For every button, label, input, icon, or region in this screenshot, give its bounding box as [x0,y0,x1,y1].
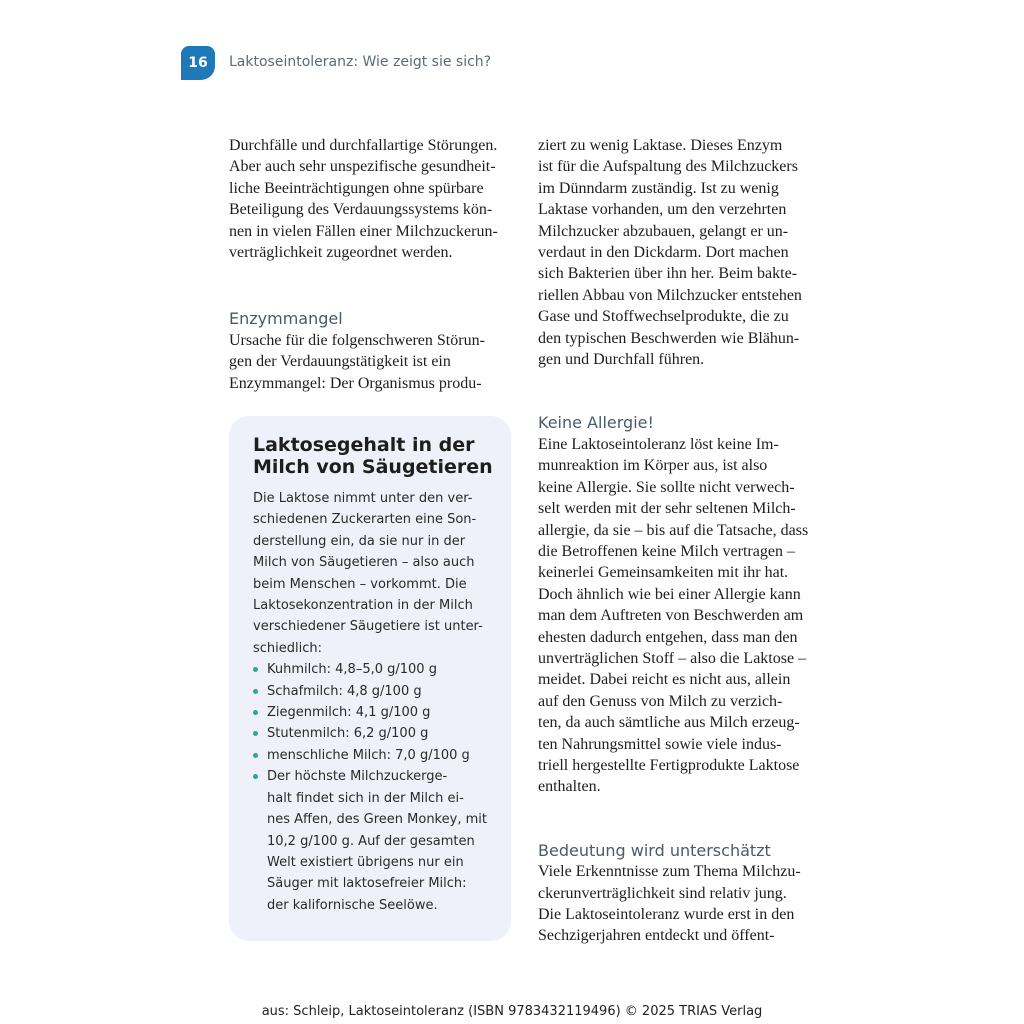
text-line: ten, da auch sämtliche aus Milch erzeug- [538,714,800,732]
bullet-text: Ziegenmilch: 4,1 g/100 g [267,705,431,721]
bullet-continuation: Säuger mit laktosefreier Milch: [267,876,467,892]
text-line: Gase und Stoffwechselprodukte, die zu [538,308,789,326]
info-text-line: beim Menschen – vorkommt. Die [253,576,467,592]
info-text-line: schiedlich: [253,640,323,656]
importance-paragraph [538,861,823,947]
text-line: Die Laktoseintoleranz wurde erst in den [538,906,795,923]
bullet-item [253,766,503,787]
bullet-dot-icon [253,667,258,672]
text-line: liche Beeinträchtigungen ohne spürbare [229,179,484,197]
text-line: ten Nahrungsmittel sowie viele indus- [538,735,782,753]
info-text-line: verschiedener Säugetiere ist unter- [253,619,483,635]
text-line: nen in vielen Fällen einer Milchzuckerun- [229,222,498,240]
text-line: Aber auch sehr unspezifische gesundheit- [229,158,496,176]
text-line: keine Allergie. Sie sollte nicht verwech- [538,478,795,496]
section-heading-enzymmangel: Enzymmangel [229,309,343,329]
bullet-dot-icon [253,710,258,715]
bullet-text: Schafmilch: 4,8 g/100 g [267,683,422,699]
info-box-title [253,434,493,478]
text-line: Eine Laktoseintoleranz löst keine Im- [538,435,779,453]
text-line: ist für die Aufspaltung des Milchzuckers [538,158,798,176]
text-line: Sechzigerjahren entdeckt und öffent- [538,927,775,945]
info-text-line: schiedenen Zuckerarten eine Son- [253,512,477,528]
bullet-dot-icon [253,689,258,694]
info-text-line: derstellung ein, da sie nur in der [253,533,466,549]
text-line: sich Bakterien über ihn her. Beim bakte- [538,265,798,283]
text-line: unverträglichen Stoff – also die Laktose – [538,649,807,667]
text-line: verträglichkeit zugeordnet werden. [229,244,453,262]
info-box [229,416,511,941]
bullet-item [253,723,503,744]
text-line: munreaktion im Körper aus, ist also [538,457,768,475]
info-text-line: Laktosekonzentration in der Milch [253,598,473,614]
text-line: Viele Erkenntnisse zum Thema Milchzu- [538,863,801,881]
text-line: triell hergestellte Fertigprodukte Laktose [538,756,800,774]
text-line: riellen Abbau von Milchzucker entstehen [538,286,802,304]
text-line: Enzymmangel: Der Organismus produ- [229,374,482,392]
running-title: Laktoseintoleranz: Wie zeigt sie sich? [229,54,492,70]
bullet-continuation: Welt existiert übrigens nur ein [267,854,464,870]
text-line: Beteiligung des Verdauungssystems kön- [229,201,493,219]
bullet-text: menschliche Milch: 7,0 g/100 g [267,747,470,763]
text-line: im Dünndarm zuständig. Ist zu wenig [538,179,779,197]
bullet-dot-icon [253,774,258,779]
section-heading-keine-allergie: Keine Allergie! [538,413,654,433]
text-line: ckerunverträglichkeit sind relativ jung. [538,884,787,902]
info-box-body [253,488,503,916]
intro-paragraph [229,135,514,263]
bullet-continuation: 10,2 g/100 g. Auf der gesamten [267,833,475,849]
text-line: Laktase vorhanden, um den verzehrten [538,201,787,219]
text-line: den typischen Beschwerden wie Blähun- [538,329,800,347]
bullet-dot-icon [253,753,258,758]
bullet-item [253,745,503,766]
info-box-title-line: Laktosegehalt in der [253,434,475,456]
bullet-continuation: der kalifornische Seelöwe. [267,897,438,913]
source-footer: aus: Schleip, Laktoseintoleranz (ISBN 9783432119496) © 2025 TRIAS Verlag [261,1004,763,1019]
text-line: selt werden mit der sehr seltenen Milch- [538,500,796,518]
text-line: Milchzucker abzubauen, gelangt er un- [538,222,789,240]
text-line: man dem Auftreten von Beschwerden am [538,607,804,625]
page-number-badge: 16 [181,46,215,80]
text-line: gen der Verdauungstätigkeit ist ein [229,353,451,371]
info-text-line: Die Laktose nimmt unter den ver- [253,491,473,506]
bullet-continuation: halt findet sich in der Milch ei- [267,790,464,806]
text-line: Durchfälle und durchfallartige Störungen. [229,137,498,154]
text-line: verdaut in den Dickdarm. Dort machen [538,244,789,262]
enzymmangel-paragraph [229,330,514,394]
text-line: keinerlei Gemeinsamkeiten mit ihr hat. [538,564,789,582]
bullet-text: Der höchste Milchzuckerge- [267,769,448,785]
text-line: allergie, da sie – bis auf die Tatsache, dass [538,521,809,539]
right-column [538,135,823,947]
continuation-paragraph [538,135,823,370]
info-box-title-line: Milch von Säugetieren [253,456,493,478]
text-line: auf den Genuss von Milch zu verzich- [538,692,783,710]
bullet-dot-icon [253,731,258,736]
bullet-item [253,659,503,680]
bullet-text: Kuhmilch: 4,8–5,0 g/100 g [267,662,437,678]
text-line: Doch ähnlich wie bei einer Allergie kann [538,585,801,603]
text-line: ziert zu wenig Laktase. Dieses Enzym [538,137,783,154]
text-line: gen und Durchfall führen. [538,351,705,369]
text-line: die Betroffenen keine Milch vertragen – [538,542,795,560]
bullet-item [253,702,503,723]
bullet-item [253,681,503,702]
left-column [229,135,514,394]
allergy-paragraph [538,434,823,798]
text-line: enthalten. [538,778,601,796]
text-line: meidet. Dabei reicht es nicht aus, allein [538,671,791,689]
bullet-continuation: nes Affen, des Green Monkey, mit [267,812,487,828]
section-heading-bedeutung: Bedeutung wird unterschätzt [538,840,771,860]
bullet-text: Stutenmilch: 6,2 g/100 g [267,726,429,742]
text-line: Ursache für die folgenschweren Störun- [229,331,485,349]
text-line: ehesten dadurch entgehen, dass man den [538,628,798,646]
info-text-line: Milch von Säugetieren – also auch [253,555,475,571]
